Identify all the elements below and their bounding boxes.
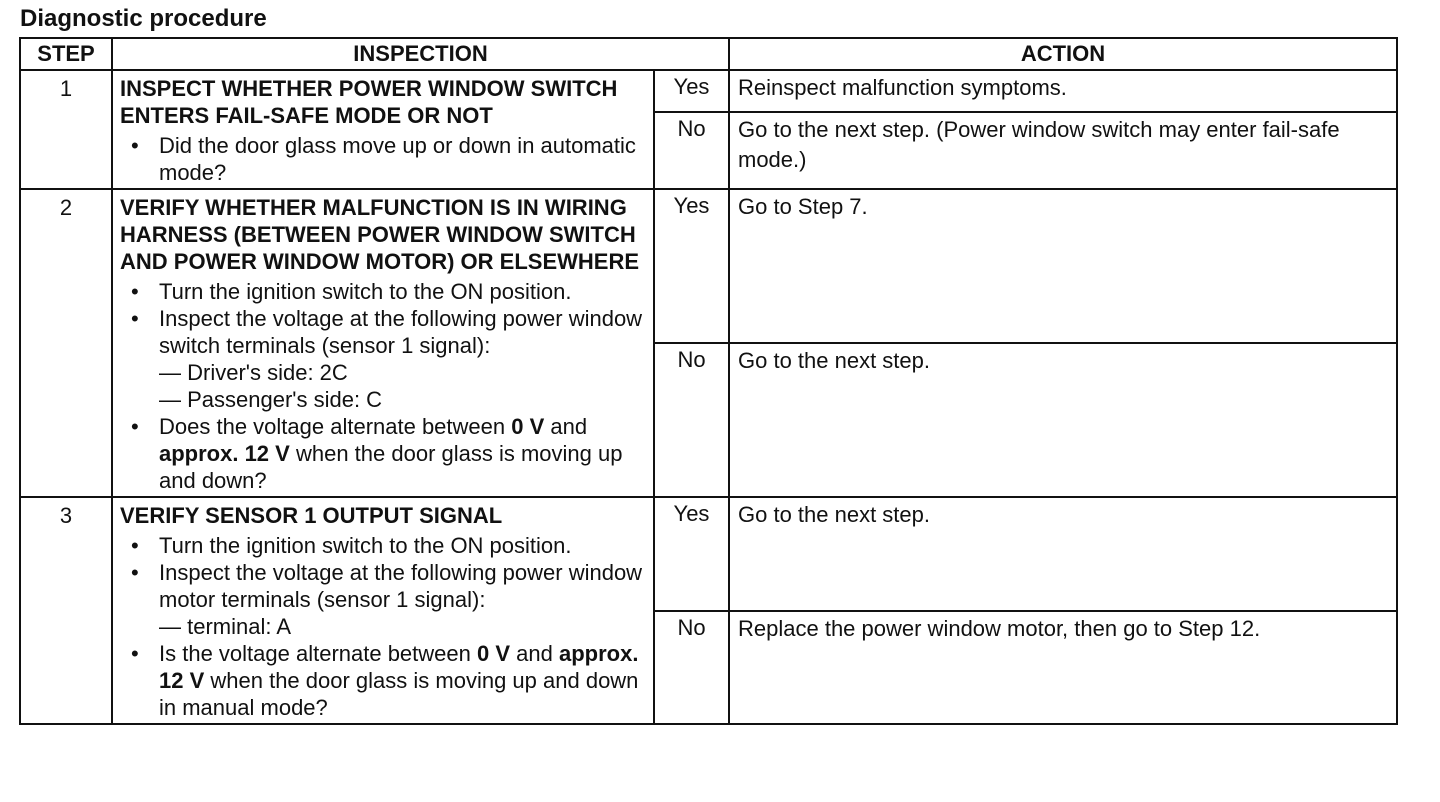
bullet-item: • Turn the ignition switch to the ON position. (120, 278, 645, 305)
bullet-text-post: when the door glass is moving up and down? (159, 441, 623, 493)
bullet-text: Inspect the voltage at the following power window motor terminals (sensor 1 signal): (159, 560, 643, 612)
step-number: 3 (20, 497, 112, 724)
bullet-item: • Turn the ignition switch to the ON position. (120, 532, 645, 559)
bullet-item: • Did the door glass move up or down in automatic mode? (120, 132, 645, 186)
header-inspection: INSPECTION (112, 38, 729, 70)
no-label: No (654, 343, 729, 497)
no-label: No (654, 611, 729, 725)
sub-item: — Driver's side: 2C (159, 360, 348, 385)
no-action: Go to the next step. (729, 343, 1397, 497)
bullet-text-pre: Is the voltage alternate between (159, 641, 477, 666)
step-2-yes-row (20, 189, 1397, 343)
inspection-cell (112, 189, 654, 497)
bullet-text-mid: and (544, 414, 588, 439)
header-row (20, 38, 1397, 70)
bullet-item (120, 413, 645, 494)
bullet-item (120, 559, 645, 640)
bullet-text-mid: and (510, 641, 559, 666)
inspection-bullets (120, 532, 645, 721)
yes-action: Reinspect malfunction symptoms. (729, 70, 1397, 112)
bullet-text-pre: Does the voltage alternate between (159, 414, 512, 439)
inspection-cell (112, 497, 654, 724)
step-1-yes-row (20, 70, 1397, 112)
inspection-heading: INSPECT WHETHER POWER WINDOW SWITCH ENTERS FAIL-SAFE MODE OR NOT (120, 76, 618, 128)
header-action: ACTION (729, 38, 1397, 70)
no-label: No (654, 112, 729, 189)
inspection-cell (112, 70, 654, 189)
inspection-bullets (120, 132, 645, 186)
diagnostic-table (19, 37, 1398, 725)
yes-action: Go to Step 7. (729, 189, 1397, 343)
sub-item: — Passenger's side: C (159, 387, 383, 412)
inspection-heading: VERIFY WHETHER MALFUNCTION IS IN WIRING HARNESS (BETWEEN POWER WINDOW SWITCH AND POWER WINDOW MOTOR) OR ELSEWHERE (120, 195, 640, 274)
yes-label: Yes (654, 70, 729, 112)
bullet-bold-value: 0 V (511, 414, 545, 439)
page-title: Diagnostic procedure (20, 5, 267, 32)
yes-action: Go to the next step. (729, 497, 1397, 611)
no-action: Replace the power window motor, then go to Step 12. (729, 611, 1397, 725)
inspection-heading: VERIFY SENSOR 1 OUTPUT SIGNAL (120, 503, 503, 528)
bullet-bold-value: 0 V (477, 641, 511, 666)
yes-label: Yes (654, 189, 729, 343)
sub-item: — terminal: A (159, 614, 292, 639)
bullet-item (120, 305, 645, 413)
inspection-bullets (120, 278, 645, 494)
header-step: STEP (20, 38, 112, 70)
bullet-text-post: when the door glass is moving up and down in manual mode? (159, 668, 639, 720)
step-number: 2 (20, 189, 112, 497)
no-action: Go to the next step. (Power window switch may enter fail-safe mode.) (729, 112, 1397, 189)
bullet-item (120, 640, 645, 721)
yes-label: Yes (654, 497, 729, 611)
bullet-bold-value: approx. 12 V (159, 441, 290, 466)
step-3-yes-row (20, 497, 1397, 611)
bullet-bold-value: approx. 12 V (159, 641, 639, 693)
step-number: 1 (20, 70, 112, 189)
bullet-text: Inspect the voltage at the following power window switch terminals (sensor 1 signal): (159, 306, 643, 358)
